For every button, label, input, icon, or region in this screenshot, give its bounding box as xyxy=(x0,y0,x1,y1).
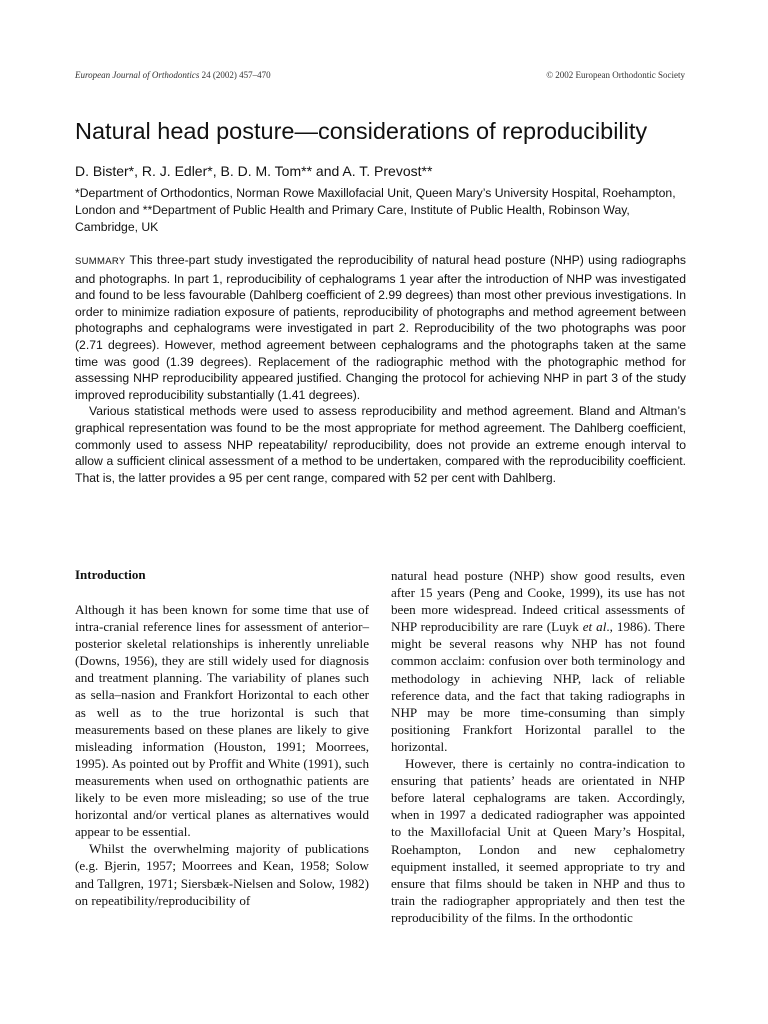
body-paragraph: Whilst the overwhelming majority of publications (e.g. Bjerin, 1957; Moorrees and Kean, 1958; Solow and Tallgren, 1971; Siersbæk-Nielsen and Solow, 1982) on repeatibility/reproducibility of xyxy=(75,841,369,908)
et-al: et al xyxy=(582,619,607,635)
abstract xyxy=(75,252,686,486)
journal-volume: 24 (2002) 457–470 xyxy=(199,70,271,80)
body-column-right xyxy=(391,567,685,926)
body-paragraph xyxy=(391,567,685,755)
author-list: D. Bister*, R. J. Edler*, B. D. M. Tom** and A. T. Prevost** xyxy=(75,163,433,179)
body-column-left xyxy=(75,566,369,909)
copyright: © 2002 European Orthodontic Society xyxy=(546,70,685,80)
article-title: Natural head posture—considerations of reproducibility xyxy=(75,118,648,144)
abstract-paragraph-2: Various statistical methods were used to assess reproducibility and method agreement. Bland and Altman’s graphical representation was found to be the most appropriate for method agreement. The Dahlberg coefficient, commonly used to assess NHP repeatability/ reproducibility, does not provide an extreme enough interval to allow a sufficient clinical assessment of a method to be undertaken, compared with the reproducibility coefficient. That is, the latter provides a 95 per cent range, compared with 52 per cent with Dahlberg. xyxy=(75,404,686,485)
journal-citation xyxy=(75,70,271,80)
abstract-text-1: This three-part study investigated the reproducibility of natural head posture (NHP) using radiographs and photographs. In part 1, reproducibility of cephalograms 1 year after the introduction of NHP was investigated and found to be less favourable (Dahlberg coefficient of 2.99 degrees) than most other previous investigations. In order to minimize radiation exposure of patients, reproducibility of photographs and method agreement between photographs and cephalograms were investigated in part 2. Reproducibility of the two photographs was poor (2.71 degrees). However, method agreement between cephalograms and the photographs taken at the same time was good (1.39 degrees). Replacement of the radiographic method with the photographic method for assessing NHP reproducibility appeared justified. Changing the protocol for achieving NHP in part 3 of the study improved reproducibility substantially (1.41 degrees). xyxy=(75,253,686,402)
summary-label: SUMMARY xyxy=(75,256,126,267)
affiliation: *Department of Orthodontics, Norman Rowe Maxillofacial Unit, Queen Mary’s University Hospital, Roehampton, London and **Department of Public Health and Primary Care, Institute of Public Health, Robinson Way, Cambridge, UK xyxy=(75,186,676,234)
body-text: natural head posture (NHP) show good results, even after 15 years (Peng and Cooke, 1999), its use has not been more widespread. Indeed critical assessments of NHP reproducibility are rare (Luyk xyxy=(391,568,685,635)
body-text: ., 1986). There might be several reasons why NHP has not found common acclaim: confusion over both terminology and methodology in achieving NHP, lack of reliable reference data, and the fact that taking radiographs in NHP may be more time-consuming than simply positioning Frankfort Horizontal parallel to the horizontal. xyxy=(391,619,685,754)
body-paragraph: Although it has been known for some time that use of intra-cranial reference lines for assessment of anterior–posterior skeletal relationships is inherently unreliable (Downs, 1956), they are still widely used for diagnosis and treatment planning. The variability of planes such as sella–nasion and Frankfort Horizontal to each other as well as to the true horizontal is such that measurements based on these planes are likely to give misleading information (Houston, 1991; Moorrees, 1995). As pointed out by Proffit and White (1991), such measurements when used on orthognathic patients are likely to be even more misleading; so use of the true horizontal and/or vertical planes as alternatives would appear to be essential. xyxy=(75,602,369,840)
abstract-paragraph-1 xyxy=(75,252,686,403)
body-paragraph: However, there is certainly no contra-indication to ensuring that patients’ heads are orientated in NHP before lateral cephalograms are taken. Accordingly, when in 1997 a dedicated radiographer was appointed to the Maxillofacial Unit at Queen Mary’s Hospital, Roehampton, London and new cephalometry equipment installed, it seemed appropriate to try and ensure that films should be taken in NHP and thus to train the radiographer appropriately and then test the reproducibility of the films. In the orthodontic xyxy=(391,756,685,925)
section-heading-introduction: Introduction xyxy=(75,567,146,582)
journal-name: European Journal of Orthodontics xyxy=(75,70,200,80)
